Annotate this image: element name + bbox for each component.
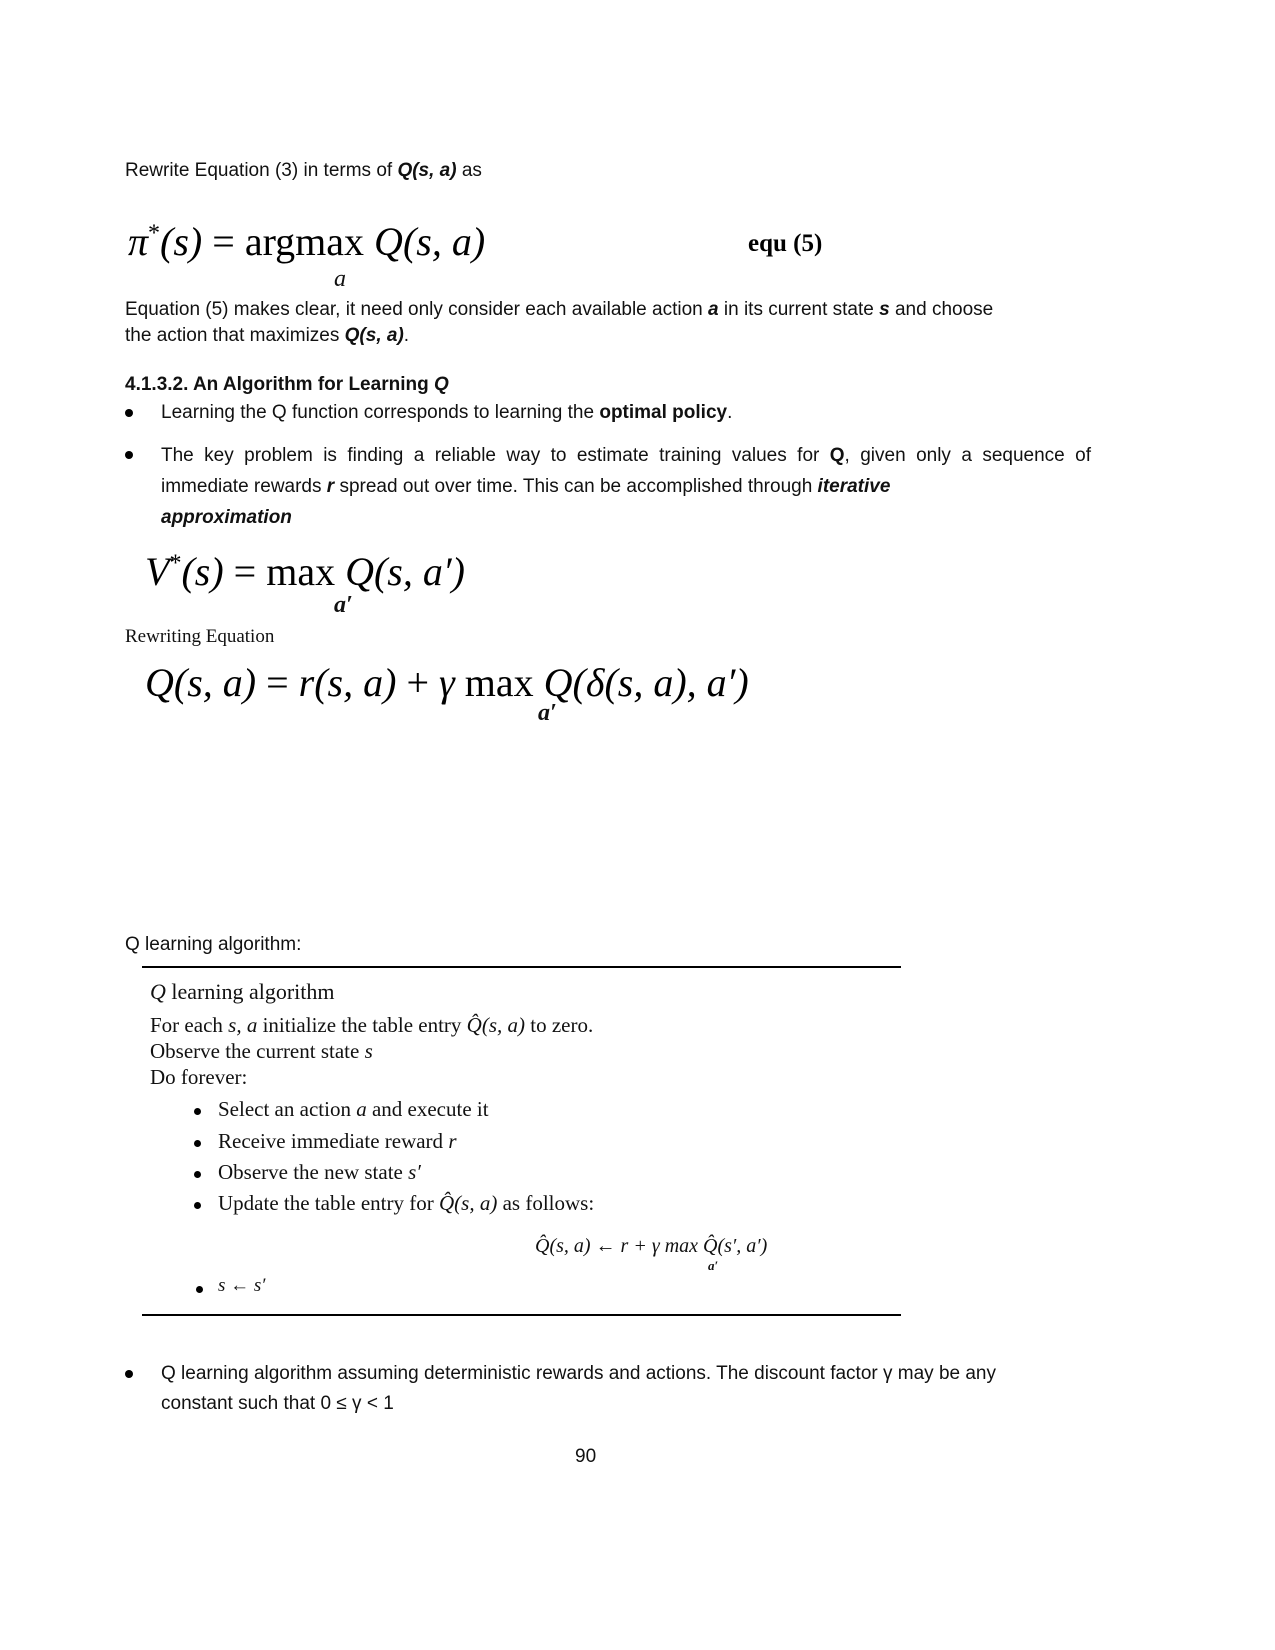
equation-v-subscript: a′ xyxy=(334,592,353,618)
algorithm-line: For each s, a initialize the table entry Q̂(s, a) to zero. xyxy=(150,1013,594,1037)
algorithm-step: Receive immediate reward r xyxy=(218,1129,457,1153)
bullet-item: Learning the Q function corresponds to learning the optimal policy. xyxy=(161,402,733,423)
divider-bottom xyxy=(142,1314,901,1316)
algorithm-step: Update the table entry for Q̂(s, a) as follows: xyxy=(218,1191,595,1215)
algorithm-line: Do forever: xyxy=(150,1065,248,1089)
bullet-item-continued: constant such that 0 ≤ γ < 1 xyxy=(161,1393,394,1414)
algorithm-title: Q learning algorithm xyxy=(150,979,335,1004)
algorithm-line: Observe the current state s xyxy=(150,1039,373,1063)
rewriting-label: Rewriting Equation xyxy=(125,626,275,647)
paragraph-line: Equation (5) makes clear, it need only consider each available action a in its current state s and choose xyxy=(125,299,994,320)
equation-q: Q(s, a) = r(s, a) + γ max Q(δ(s, a), a′) xyxy=(145,660,749,705)
update-rule-subscript: a′ xyxy=(708,1258,719,1273)
algorithm-step: Select an action a and execute it xyxy=(218,1097,489,1121)
equation-v: V*(s) = max Q(s, a′) xyxy=(145,549,465,594)
equation-q-subscript: a′ xyxy=(538,700,557,726)
section-heading: 4.1.3.2. An Algorithm for Learning Q xyxy=(125,374,449,395)
algorithm-step: Observe the new state s′ xyxy=(218,1160,421,1184)
bullet-item: The key problem is finding a reliable way to estimate training values for Q, given only a sequence of immediate rewards r spread out over time. This can be accomplished through iterative approximation xyxy=(161,445,1092,528)
equation-5: π*(s) = argmax Q(s, a) xyxy=(128,219,486,264)
bullet-icon xyxy=(125,451,133,459)
divider-top xyxy=(142,966,901,968)
bullet-item: Q learning algorithm assuming deterministic rewards and actions. The discount factor γ may be any xyxy=(161,1363,996,1384)
bullet-icon xyxy=(194,1108,201,1115)
update-rule: Q̂(s, a) ← r + γ max Q̂(s′, a′) xyxy=(535,1235,768,1257)
paragraph-line: the action that maximizes Q(s, a). xyxy=(125,325,410,346)
intro-text: Rewrite Equation (3) in terms of Q(s, a) as xyxy=(125,160,482,181)
bullet-icon xyxy=(125,1370,133,1378)
bullet-icon xyxy=(194,1171,201,1178)
equation-5-subscript: a xyxy=(334,266,346,292)
bullet-icon xyxy=(196,1286,203,1293)
equation-5-label: equ (5) xyxy=(748,230,823,257)
algorithm-label: Q learning algorithm: xyxy=(125,934,302,955)
page-number: 90 xyxy=(575,1446,597,1467)
algorithm-step: s ← s′ xyxy=(218,1275,266,1296)
bullet-icon xyxy=(194,1202,201,1209)
bullet-icon xyxy=(194,1140,201,1147)
bullet-icon xyxy=(125,409,133,417)
